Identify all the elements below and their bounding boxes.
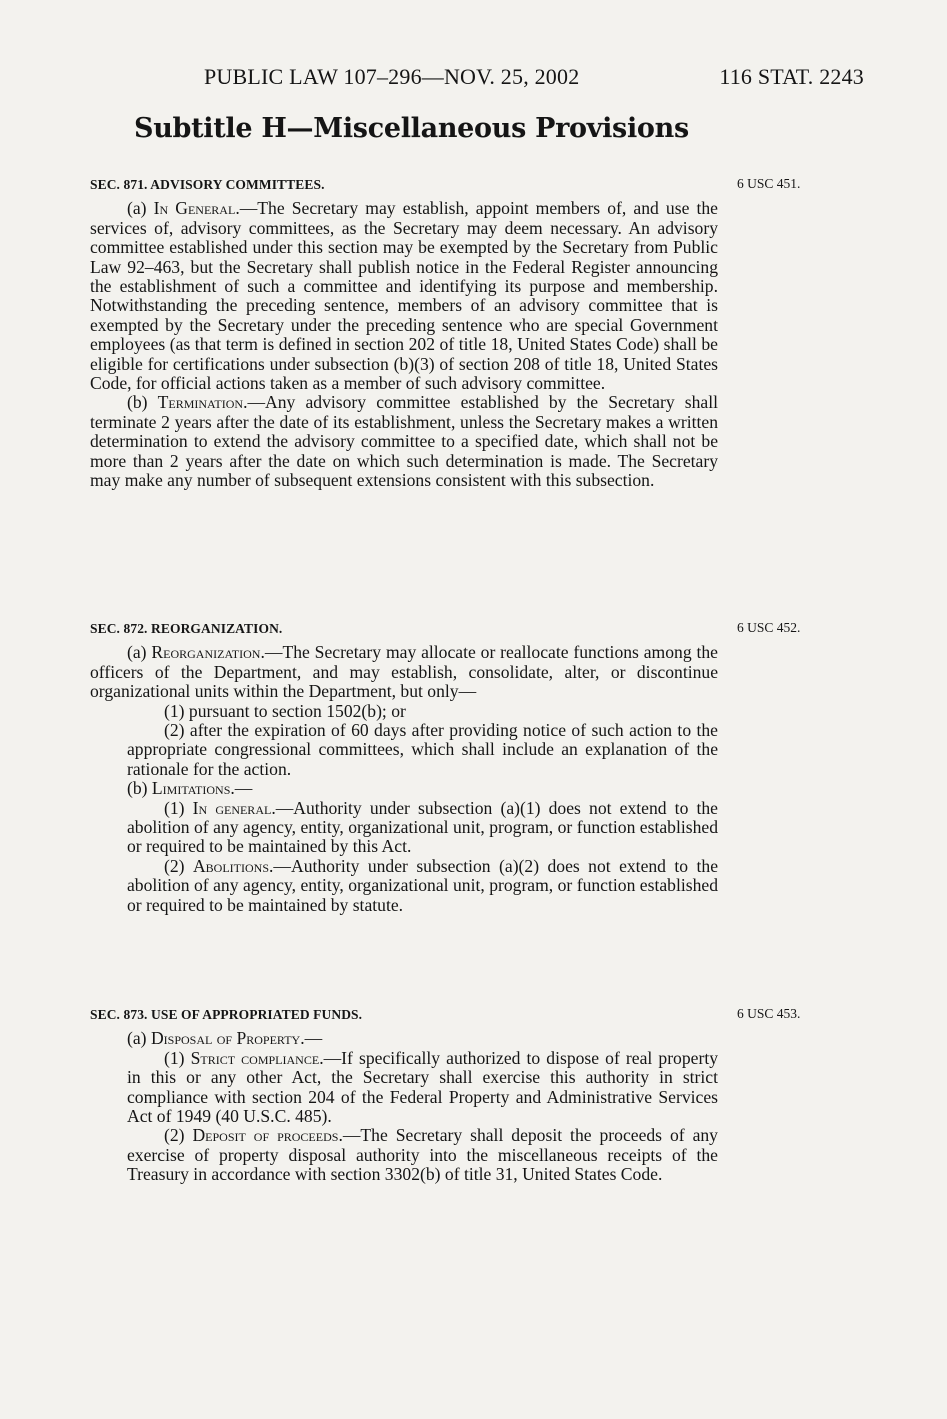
section-872	[90, 619, 718, 915]
paragraph: (2) after the expiration of 60 days after providing notice of such action to the appropriate congressional committees, which shall include an explanation of the rationale for the action.	[127, 720, 718, 779]
margin-note-873: 6 USC 453.	[737, 1006, 801, 1021]
section-heading: SEC. 873. USE OF APPROPRIATED FUNDS.	[90, 1007, 363, 1022]
paragraph: (1) pursuant to section 1502(b); or	[164, 700, 406, 721]
paragraph: (2) Deposit of proceeds.—The Secretary shall deposit the proceeds of any exercise of property disposal authority into the miscellaneous receipts of the Treasury in accordance with section 3302(b) of title 31, United States Code.	[127, 1125, 718, 1185]
paragraph: (b) Termination.—Any advisory committee established by the Secretary shall terminate 2 years after the date of its establishment, unless the Secretary makes a written determination to extend the advisory committee to a specified date, which shall not be more than 2 years after the date on which such determination is made. The Secretary may make any number of subsequent extensions consistent with this subsection.	[90, 392, 718, 491]
paragraph: (a) In General.—The Secretary may establish, appoint members of, and use the services of, advisory committees, as the Secretary may deem necessary. An advisory committee established under this section may be exempted by the Secretary from Public Law 92–463, but the Secretary shall publish notice in the Federal Register announcing the establishment of such a committee and identifying its purpose and membership. Notwithstanding the preceding sentence, members of an advisory committee that is exempted by the Secretary under the preceding sentence who are special Government employees (as that term is defined in section 202 of title 18, United States Code) shall be eligible for certifications under subsection (b)(3) of section 208 of title 18, United States Code, for official actions taken as a member of such advisory committee.	[90, 198, 718, 394]
margin-note-871: 6 USC 451.	[737, 176, 801, 191]
paragraph: (2) Abolitions.—Authority under subsection (a)(2) does not extend to the abolition of any agency, entity, organizational unit, program, or function established or required to be maintained by statute.	[127, 855, 718, 915]
statutes-page-number: 116 STAT. 2243	[719, 64, 864, 89]
section-heading: SEC. 872. REORGANIZATION.	[90, 621, 283, 636]
section-873	[90, 1005, 718, 1185]
paragraph: (1) Strict compliance.—If specifically authorized to dispose of real property in this or any other Act, the Secretary shall exercise this authority in strict compliance with section 204 of the Federal Property and Administrative Services Act of 1949 (40 U.S.C. 485).	[127, 1047, 718, 1127]
paragraph: (b) Limitations.—	[127, 778, 253, 799]
paragraph: (1) In general.—Authority under subsection (a)(1) does not extend to the abolition of any agency, entity, organizational unit, program, or function established or required to be maintained by this Act.	[127, 797, 718, 857]
subtitle-heading: Subtitle H—Miscellaneous Provisions	[134, 113, 689, 144]
paragraph: (a) Disposal of Property.—	[127, 1028, 323, 1049]
paragraph: (a) Reorganization.—The Secretary may allocate or reallocate functions among the officers of the Department, and may establish, consolidate, alter, or discontinue organizational units within the Department, but only—	[90, 642, 718, 702]
margin-note-872: 6 USC 452.	[737, 620, 801, 635]
public-law-citation: PUBLIC LAW 107–296—NOV. 25, 2002	[204, 64, 580, 89]
section-heading: SEC. 871. ADVISORY COMMITTEES.	[90, 177, 325, 192]
section-871	[90, 175, 718, 491]
